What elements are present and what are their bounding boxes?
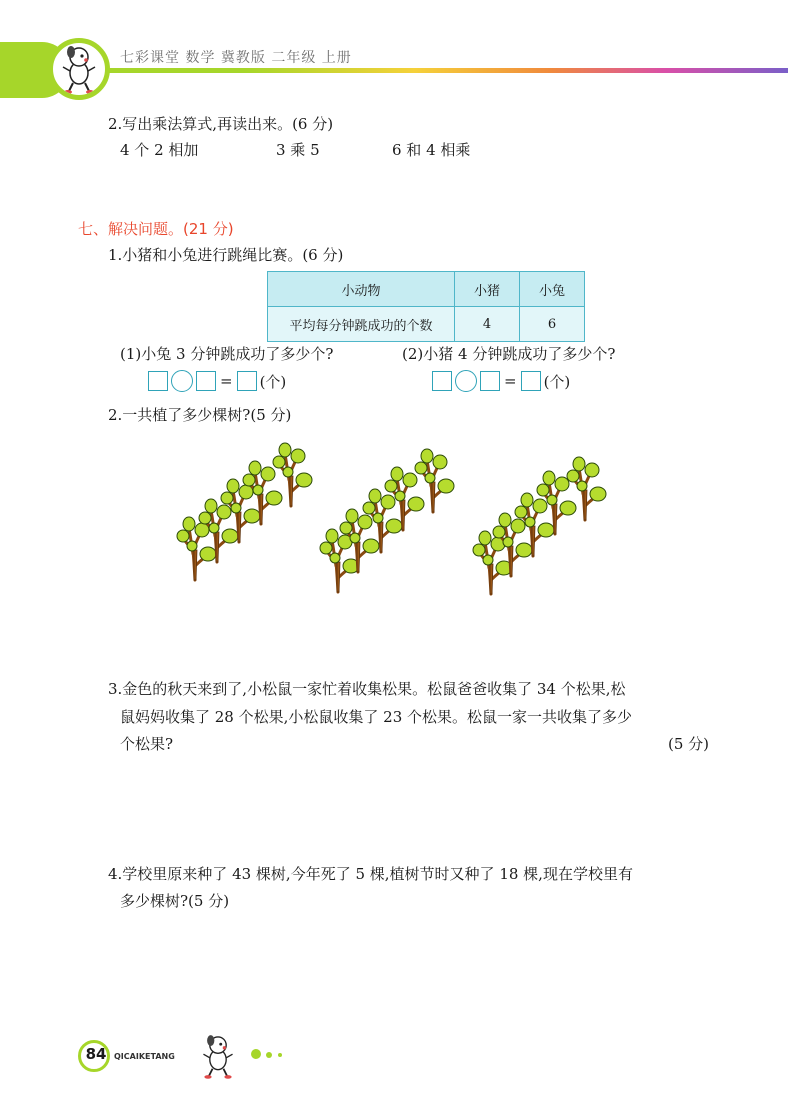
page-number: 84 <box>85 1045 107 1063</box>
answer-box[interactable] <box>148 371 168 391</box>
table-cell: 小猪 <box>455 272 520 307</box>
equals-sign: = <box>220 372 233 390</box>
mascot-logo <box>48 38 110 100</box>
p3-line1: 3.金色的秋天来到了,小松鼠一家忙着收集松果。松鼠爸爸收集了 34 个松果,松 <box>108 680 626 698</box>
mascot-footer-icon <box>198 1032 238 1080</box>
equals-sign: = <box>504 372 517 390</box>
section-7-title: 七、解决问题。(21 分) <box>78 220 234 238</box>
operator-circle[interactable] <box>171 370 193 392</box>
answer-box[interactable] <box>521 371 541 391</box>
p1-title: 1.小猪和小兔进行跳绳比赛。(6 分) <box>108 246 344 264</box>
table-cell: 4 <box>455 307 520 342</box>
answer-box[interactable] <box>432 371 452 391</box>
p3-line3: 个松果? <box>120 735 174 753</box>
equation-2 <box>432 370 570 392</box>
decor-dot <box>266 1052 272 1058</box>
table-cell: 小动物 <box>268 272 455 307</box>
unit-label: (个) <box>259 372 287 391</box>
p4-line2: 多少棵树?(5 分) <box>120 892 230 910</box>
decor-dot <box>251 1049 261 1059</box>
decor-dot <box>278 1053 282 1057</box>
equation-1 <box>148 370 286 392</box>
q2-item-2: 3 乘 5 <box>276 141 320 159</box>
operator-circle[interactable] <box>455 370 477 392</box>
table-cell: 小兔 <box>520 272 585 307</box>
q2-item-1: 4 个 2 相加 <box>120 141 199 159</box>
table-cell: 6 <box>520 307 585 342</box>
answer-box[interactable] <box>196 371 216 391</box>
table-row <box>268 307 585 342</box>
p3-points: (5 分) <box>668 735 710 753</box>
book-title: 七彩课堂 数学 冀教版 二年级 上册 <box>120 50 352 66</box>
table-cell: 平均每分钟跳成功的个数 <box>268 307 455 342</box>
answer-box[interactable] <box>480 371 500 391</box>
p2-title: 2.一共植了多少棵树?(5 分) <box>108 406 292 424</box>
trees-illustration <box>175 432 625 617</box>
p4-line1: 4.学校里原来种了 43 棵树,今年死了 5 棵,植树节时又种了 18 棵,现在学校里有 <box>108 865 633 883</box>
header-rainbow-line <box>108 68 788 73</box>
q2-item-3: 6 和 4 相乘 <box>392 141 471 159</box>
brand-name: QICAIKETANG <box>114 1052 175 1061</box>
unit-label: (个) <box>543 372 571 391</box>
q2-title: 2.写出乘法算式,再读出来。(6 分) <box>108 115 334 133</box>
p1-sub1: (1)小兔 3 分钟跳成功了多少个? <box>120 345 334 363</box>
table-header-row <box>268 272 585 307</box>
p3-line2: 鼠妈妈收集了 28 个松果,小松鼠收集了 23 个松果。松鼠一家一共收集了多少 <box>120 708 633 726</box>
jump-rope-table <box>267 271 585 342</box>
p1-sub2: (2)小猪 4 分钟跳成功了多少个? <box>402 345 616 363</box>
answer-box[interactable] <box>237 371 257 391</box>
